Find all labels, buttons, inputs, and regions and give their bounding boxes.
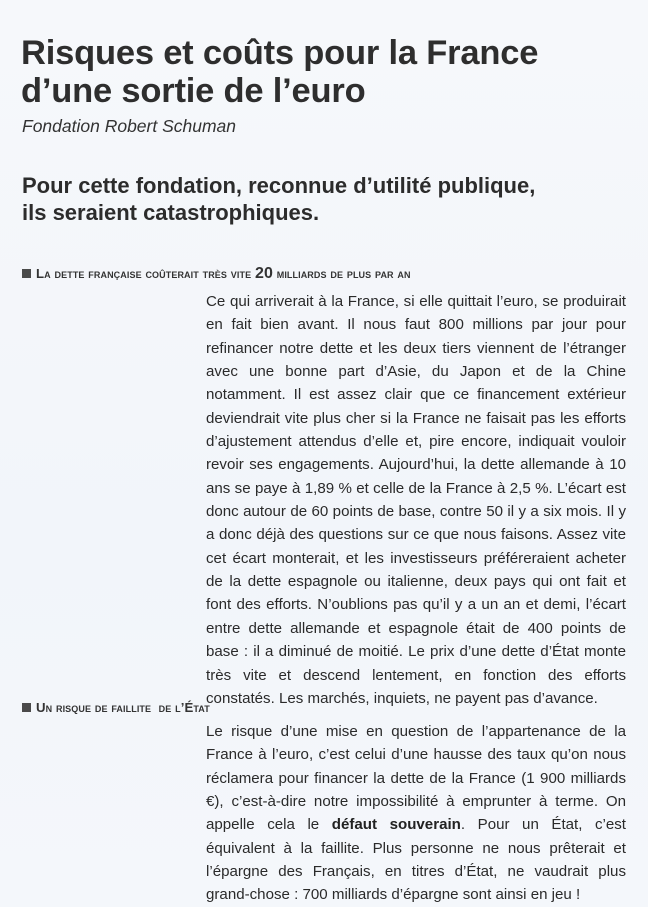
square-bullet-icon xyxy=(22,269,31,278)
article-title-line-2: d’une sortie de l’euro xyxy=(21,72,366,110)
article-title-line-1: Risques et coûts pour la France xyxy=(21,34,539,72)
section-heading-faillite xyxy=(22,700,210,716)
article-subtitle-line-1: Pour cette fondation, reconnue d’utilité publique, xyxy=(22,173,536,198)
bold-term-defaut-souverain: défaut souverain xyxy=(331,816,461,834)
article-author: Fondation Robert Schuman xyxy=(22,116,237,136)
section-heading-text-post: milliards de plus par an xyxy=(272,266,411,281)
paragraph-text-pre: Le risque d’une mise en question de l’appartenance de la France à l’euro, c’est celui d’une hausse des taux qu’on nous réclamera pour financer la dette de la France (1 900 milliards €), c’est-à-dire notre impossibilité à emprunter à terme. On appelle cela le xyxy=(206,723,626,834)
section-paragraph-dette: Ce qui arriverait à la France, si elle quittait l’euro, se produirait en fait bien avant. Il nous faut 800 millions par jour pour refinancer notre dette et les deux tiers viennent de l’étranger avec une bonne part d’Asie, du Japon et de la Chine notamment. Il est assez clair que ce financement extérieur deviendrait vite plus cher si la France ne faisait pas les efforts d’ajustement attendus d’elle et, pire encore, indiquait vouloir revoir ses engagements. Aujourd’hui, la dette allemande à 10 ans se paye à 1,89 % et celle de la France à 2,5 %. L’écart est donc autour de 60 points de base, contre 50 il y a six mois. Il y a donc déjà des questions sur ce que nous faisons. Assez vite cet écart monterait, et les investisseurs préféreraient acheter de la dette espagnole ou italienne, deux pays qui ont fait et font des efforts. N’oublions pas qu’il y a un an et demi, l’écart entre dette allemande et espagnole était de 400 points de base : il a diminué de moitié. Le prix d’une dette d’État monte très vite et descend lentement, en fonction des efforts constatés. Les marchés, inquiets, ne payent pas d’avance. xyxy=(206,293,626,707)
section-paragraph-faillite xyxy=(206,720,626,907)
article-subtitle-line-2: ils seraient catastrophiques. xyxy=(22,200,320,225)
square-bullet-icon xyxy=(22,703,31,712)
section-heading-number: 20 xyxy=(254,265,273,282)
section-heading-text-pre: La dette française coûterait très vite xyxy=(36,266,255,281)
paragraph-text-post: . Pour un État, c’est équivalent à la faillite. Plus personne ne nous prêterait et l’épargne des Français, en titres d’État, ne vaudrait plus grand-chose : 700 milliards d’épargne sont ainsi en jeu ! xyxy=(206,816,627,904)
section-heading-text: Un risque de faillite de l’État xyxy=(36,700,210,715)
article-subtitle xyxy=(22,172,622,226)
section-heading-dette xyxy=(22,266,411,282)
article-title xyxy=(21,34,641,110)
